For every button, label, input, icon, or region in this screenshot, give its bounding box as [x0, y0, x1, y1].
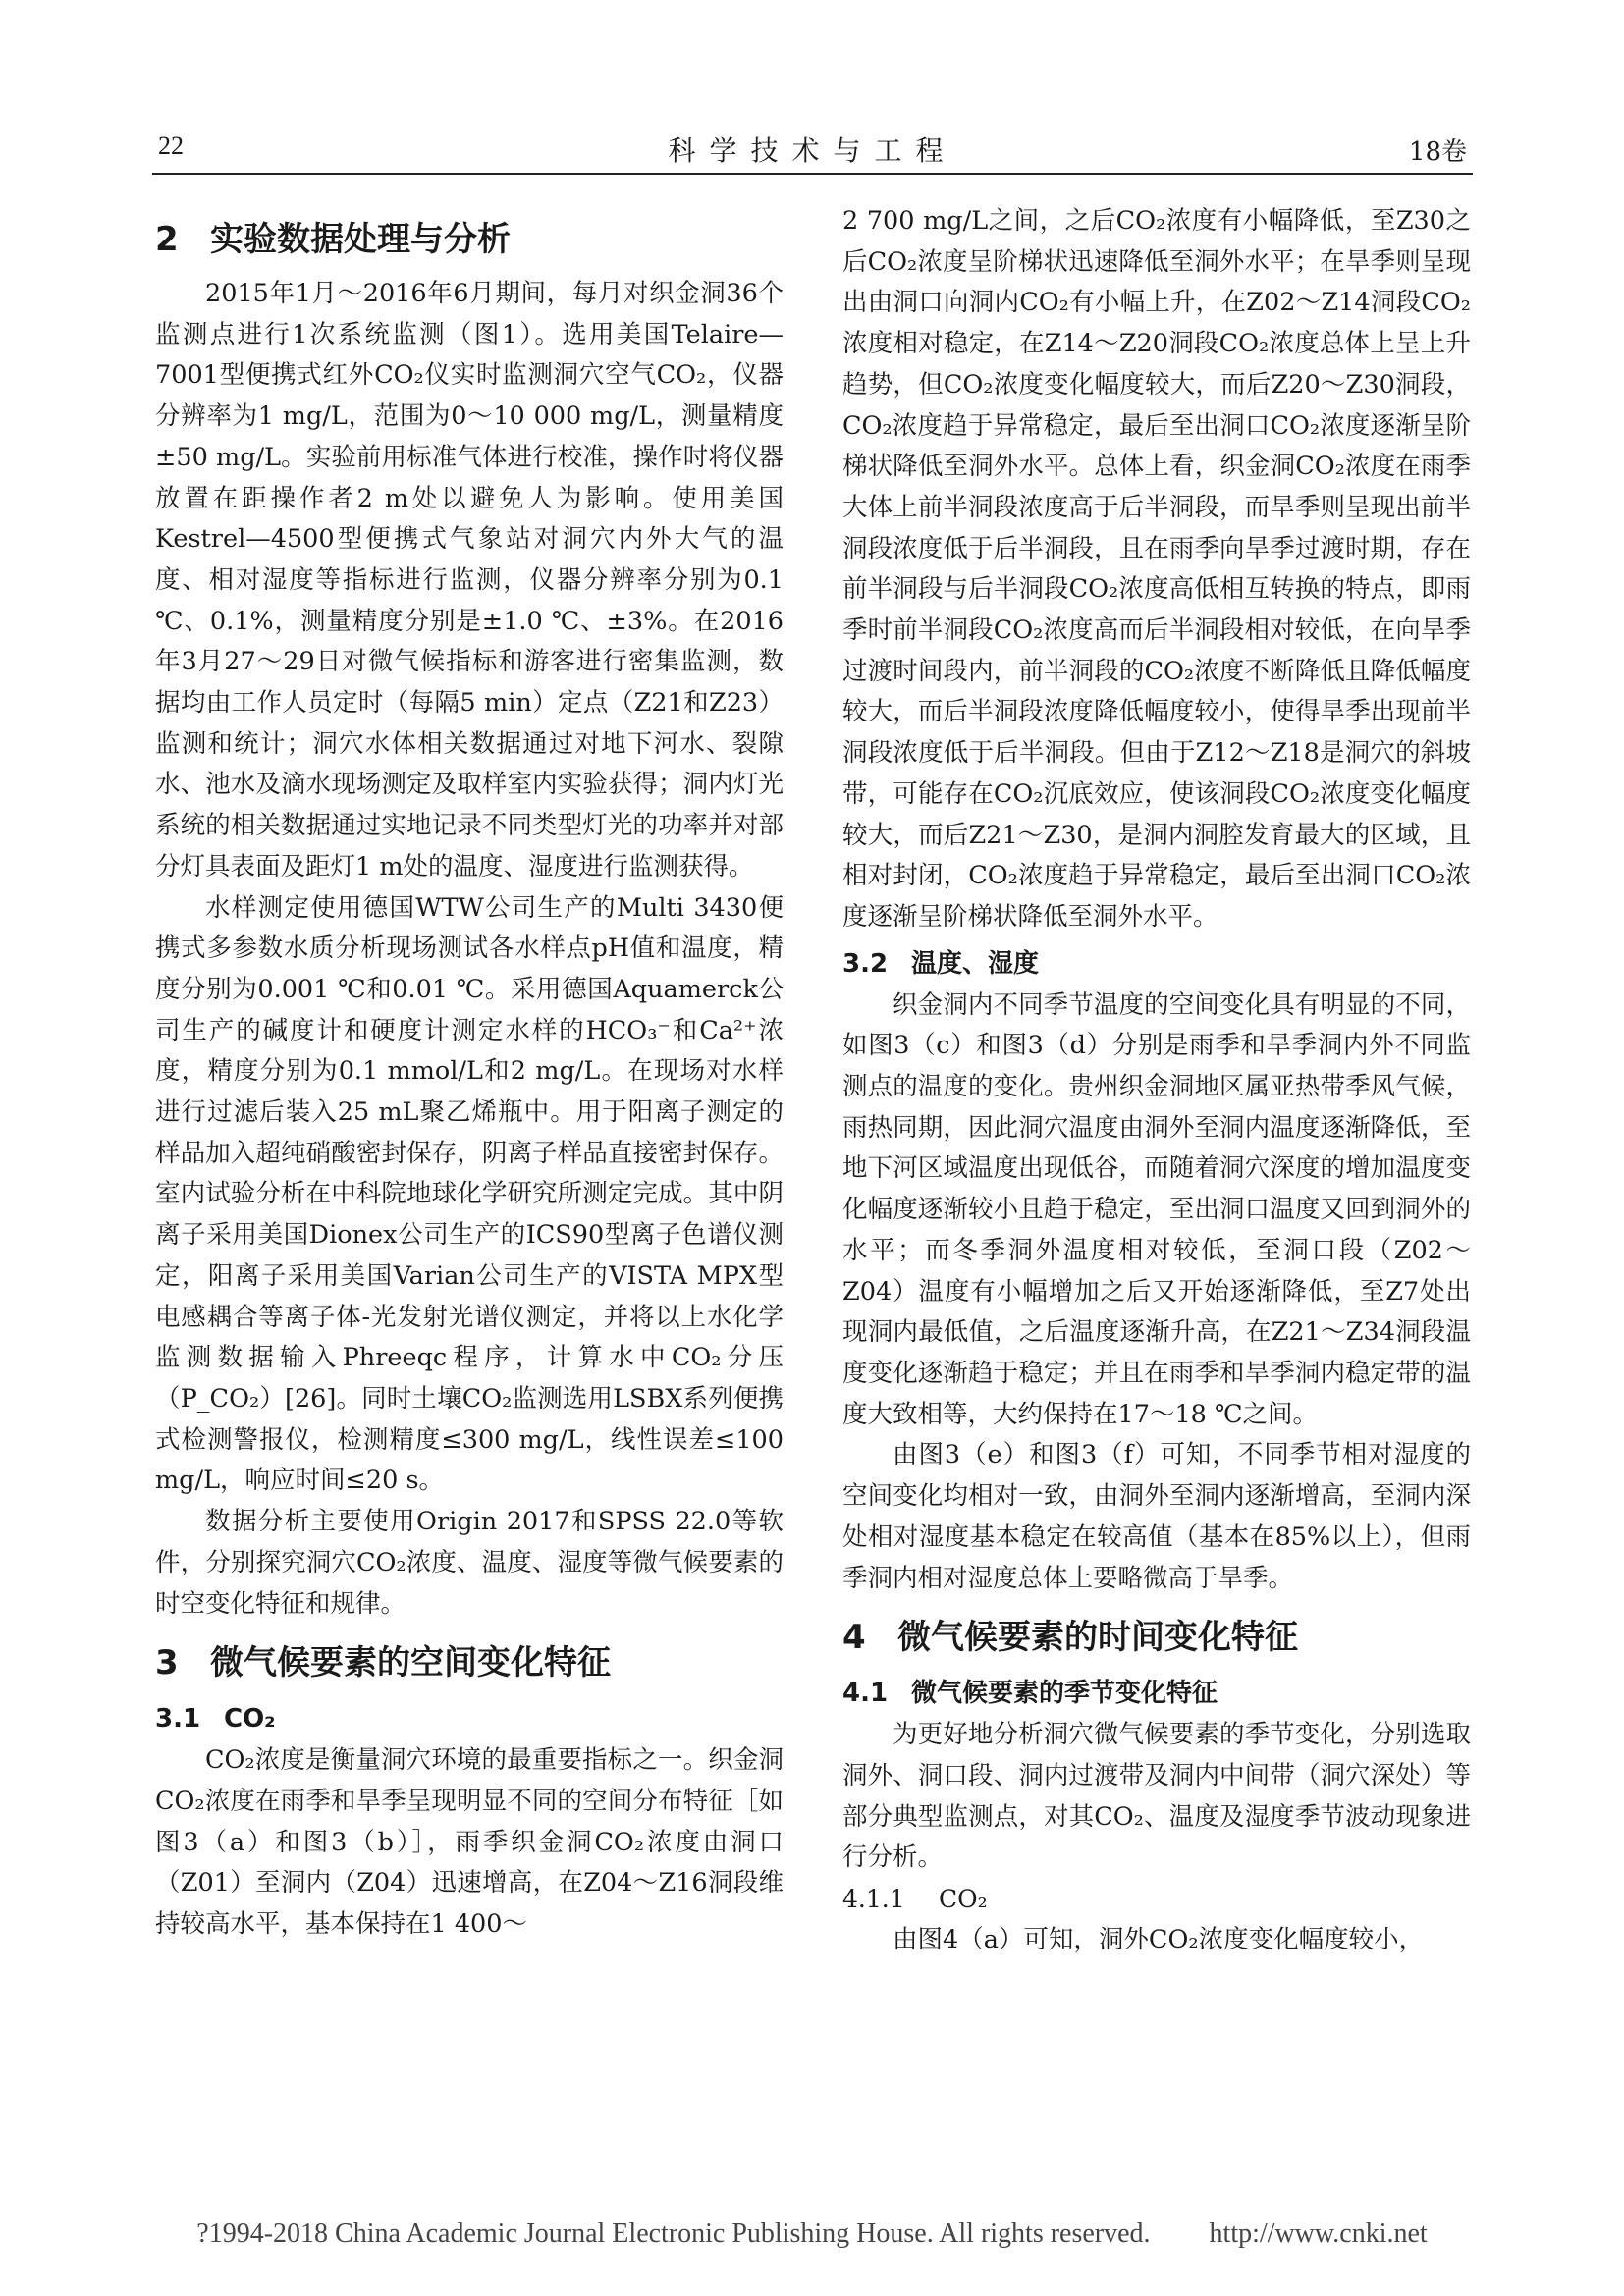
section-4-heading: [842, 1615, 1471, 1660]
section-title: 微气候要素的空间变化特征: [210, 1643, 611, 1683]
paragraph-continued: 2 700 mg/L之间，之后CO₂浓度有小幅降低，至Z30之后CO₂浓度呈阶梯状迅速降低至洞外水平；在旱季则呈现出由洞口向洞内CO₂有小幅上升，在Z02～Z14洞段CO₂浓度相对稳定，在Z14～Z20洞段CO₂浓度总体上呈上升趋势，但CO₂浓度变化幅度较大，而后Z20～Z30洞段，CO₂浓度趋于异常稳定，最后至出洞口CO₂浓度逐渐呈阶梯状降低至洞外水平。总体上看，织金洞CO₂浓度在雨季大体上前半洞段浓度高于后半洞段，而旱季则呈现出前半洞段浓度低于后半洞段，且在雨季向旱季过渡时期，存在前半洞段与后半洞段CO₂浓度高低相互转换的特点，即雨季时前半洞段CO₂浓度高而后半洞段相对较低，在向旱季过渡时间段内，前半洞段的CO₂浓度不断降低且降低幅度较大，而后半洞段浓度降低幅度较小，使得旱季出现前半洞段浓度低于后半洞段。但由于Z12～Z18是洞穴的斜坡带，可能存在CO₂沉底效应，使该洞段CO₂浓度变化幅度较大，而后Z21～Z30，是洞内洞腔发育最大的区域，且相对封闭，CO₂浓度趋于异常稳定，最后至出洞口CO₂浓度逐渐呈阶梯状降低至洞外水平。: [842, 206, 1471, 932]
section-3-heading: [155, 1640, 784, 1685]
subsection-number: 3.1: [155, 1704, 201, 1735]
section-number: 3: [155, 1643, 179, 1683]
section-2-heading: [155, 217, 784, 262]
subsection-title: 温度、湿度: [911, 948, 1040, 979]
journal-title: 科学技术与工程: [668, 134, 957, 167]
subsection-number: 3.2: [842, 948, 889, 979]
subsection-3-2-heading: [842, 942, 1471, 986]
subsubsection-number: 4.1.1: [842, 1885, 905, 1914]
paragraph: 2015年1月～2016年6月期间，每月对织金洞36个监测点进行1次系统监测（图1）。选用美国Telaire—7001型便携式红外CO₂仪实时监测洞穴空气CO₂，仪器分辨率为1 mg/L，范围为0～10 000 mg/L，测量精度±50 mg/L。实验前用标准气体进行校准，操作时将仪器放置在距操作者2 m处以避免人为影响。使用美国Kestrel—4500型便携式气象站对洞穴内外大气的温度、相对湿度等指标进行监测，仪器分辨率分别为0.1 ℃、0.1%，测量精度分别是±1.0 ℃、±3%。在2016年3月27～29日对微气候指标和游客进行密集监测，数据均由工作人员定时（每隔5 min）定点（Z21和Z23）监测和统计；洞穴水体相关数据通过对地下河水、裂隙水、池水及滴水现场测定及取样室内实验获得；洞内灯光系统的相关数据通过实地记录不同类型灯光的功率并对部分灯具表面及距灯1 m处的温度、湿度进行监测获得。: [155, 279, 784, 881]
subsubsection-4-1-1-heading: [842, 1879, 1471, 1920]
paragraph: 由图3（e）和图3（f）可知，不同季节相对湿度的空间变化均相对一致，由洞外至洞内逐渐增高，至洞内深处相对湿度基本稳定在较高值（基本在85%以上），但雨季洞内相对湿度总体上要略微高于旱季。: [842, 1440, 1471, 1593]
section-title: 微气候要素的时间变化特征: [897, 1618, 1298, 1658]
volume-label: 18卷: [1408, 137, 1467, 167]
running-header: [152, 128, 1473, 175]
subsection-title: 微气候要素的季节变化特征: [911, 1679, 1218, 1709]
paragraph: 织金洞内不同季节温度的空间变化具有明显的不同，如图3（c）和图3（d）分别是雨季和旱季洞内外不同监测点的温度的变化。贵州织金洞地区属亚热带季风气候，雨热同期，因此洞穴温度由洞外至洞内温度逐渐降低，至地下河区域温度出现低谷，而随着洞穴深度的增加温度变化幅度逐渐较小且趋于稳定，至出洞口温度又回到洞外的水平；而冬季洞外温度相对较低，至洞口段（Z02～Z04）温度有小幅增加之后又开始逐渐降低，至Z7处出现洞内最低值，之后温度逐渐升高，在Z21～Z34洞段温度变化逐渐趋于稳定；并且在雨季和旱季洞内稳定带的温度大致相等，大约保持在17～18 ℃之间。: [842, 989, 1471, 1429]
right-column: [842, 201, 1471, 1961]
paragraph: 水样测定使用德国WTW公司生产的Multi 3430便携式多参数水质分析现场测试各水样点pH值和温度，精度分别为0.001 ℃和0.01 ℃。采用德国Aquamerck公司生产的碱度计和硬度计测定水样的HCO₃⁻和Ca²⁺浓度，精度分别为0.1 mmol/L和2 mg/L。在现场对水样进行过滤后装入25 mL聚乙烯瓶中。用于阳离子测定的样品加入超纯硝酸密封保存，阴离子样品直接密封保存。室内试验分析在中科院地球化学研究所测定完成。其中阴离子采用美国Dionex公司生产的ICS90型离子色谱仪测定，阳离子采用美国Varian公司生产的VISTA MPX型电感耦合等离子体-光发射光谱仪测定，并将以上水化学监测数据输入Phreeqc程序，计算水中CO₂分压（P_CO₂）[26]。同时土壤CO₂监测选用LSBX系列便携式检测警报仪，检测精度≤300 mg/L，线性误差≤100 mg/L，响应时间≤20 s。: [155, 892, 784, 1496]
left-column: [155, 201, 784, 1946]
section-title: 实验数据处理与分析: [210, 220, 511, 259]
paragraph: 数据分析主要使用Origin 2017和SPSS 22.0等软件，分别探究洞穴CO₂浓度、温度、湿度等微气候要素的时空变化特征和规律。: [155, 1507, 784, 1619]
subsubsection-title: CO₂: [939, 1885, 988, 1914]
section-number: 4: [842, 1618, 866, 1658]
subsection-3-1-heading: [155, 1697, 784, 1740]
paragraph: 为更好地分析洞穴微气候要素的季节变化，分别选取洞外、洞口段、洞内过渡带及洞内中间带（洞穴深处）等部分典型监测点，对其CO₂、温度及湿度季节波动现象进行分析。: [842, 1720, 1471, 1873]
paragraph: CO₂浓度是衡量洞穴环境的最重要指标之一。织金洞CO₂浓度在雨季和旱季呈现明显不同的空间分布特征［如图3（a）和图3（b）］，雨季织金洞CO₂浓度由洞口（Z01）至洞内（Z04）迅速增高，在Z04～Z16洞段维持较高水平，基本保持在1 400～: [155, 1745, 784, 1940]
page-number: 22: [158, 132, 184, 160]
paragraph: 由图4（a）可知，洞外CO₂浓度变化幅度较小，: [893, 1925, 1425, 1955]
copyright-notice: ?1994-2018 China Academic Journal Electronic Publishing House. All rights reserved.: [196, 2218, 1151, 2249]
cnki-url: http://www.cnki.net: [1209, 2218, 1428, 2249]
subsection-number: 4.1: [842, 1679, 889, 1709]
section-number: 2: [155, 220, 179, 259]
subsection-title: CO₂: [224, 1704, 276, 1735]
cnki-footer: [0, 2218, 1624, 2250]
subsection-4-1-heading: [842, 1672, 1471, 1715]
